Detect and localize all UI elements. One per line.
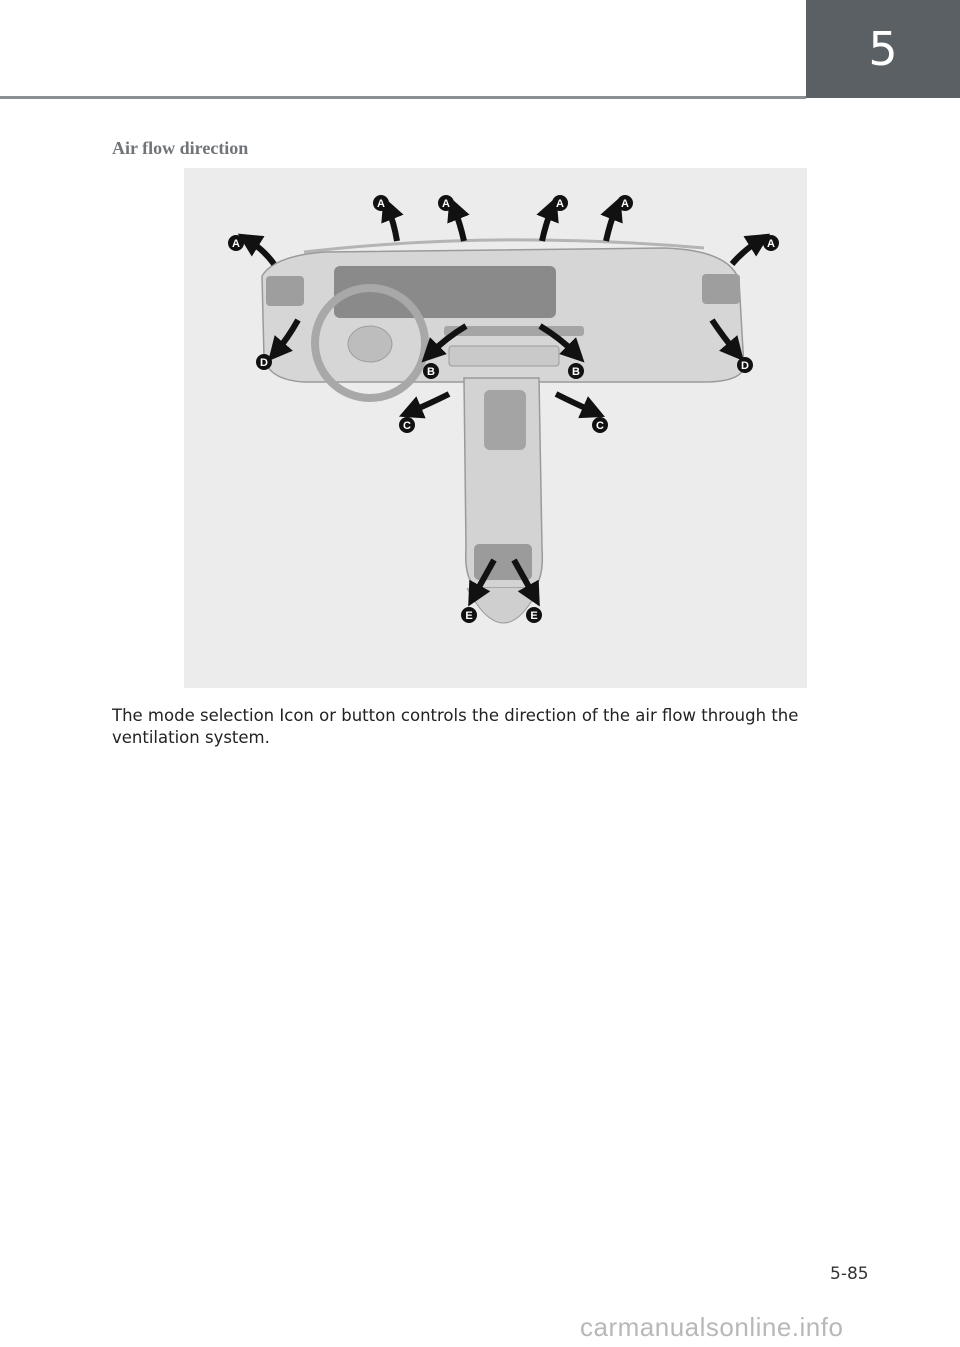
svg-text:A: A bbox=[556, 198, 564, 210]
svg-text:D: D bbox=[260, 357, 268, 369]
svg-text:C: C bbox=[403, 420, 411, 432]
watermark: carmanualsonline.info bbox=[580, 1312, 844, 1342]
svg-text:E: E bbox=[530, 610, 538, 622]
right-side-vent bbox=[702, 274, 740, 304]
svg-text:A: A bbox=[621, 198, 629, 210]
chapter-tab bbox=[806, 0, 960, 98]
page-number: 5-85 bbox=[830, 1264, 869, 1284]
header-rule bbox=[0, 96, 806, 99]
section-title: Air flow direction bbox=[112, 138, 249, 158]
left-side-vent bbox=[266, 276, 304, 306]
svg-text:A: A bbox=[232, 238, 240, 250]
svg-text:C: C bbox=[596, 420, 604, 432]
svg-text:B: B bbox=[427, 366, 435, 378]
chapter-number: 5 bbox=[868, 22, 898, 76]
airflow-figure bbox=[184, 168, 807, 688]
body-paragraph: The mode selection Icon or button controls the direction of the air flow through the ventilation system. bbox=[112, 706, 799, 747]
svg-text:E: E bbox=[465, 610, 473, 622]
svg-text:B: B bbox=[572, 366, 580, 378]
svg-text:D: D bbox=[741, 360, 749, 372]
svg-text:A: A bbox=[377, 198, 385, 210]
dashboard-illustration bbox=[184, 168, 807, 688]
svg-text:A: A bbox=[442, 198, 450, 210]
svg-text:A: A bbox=[767, 238, 775, 250]
